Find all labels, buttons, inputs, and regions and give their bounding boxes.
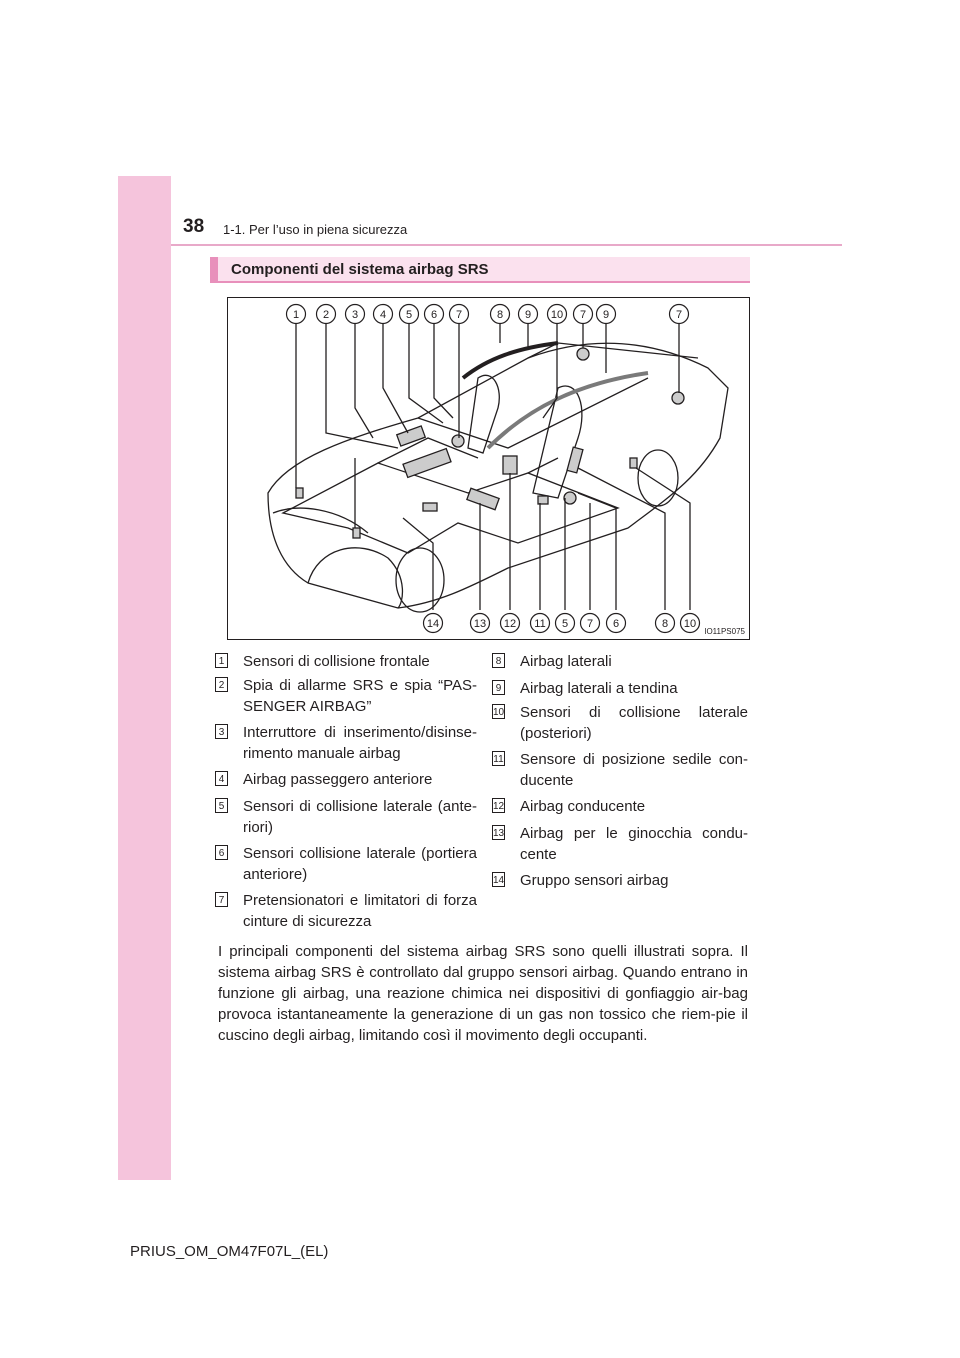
legend-description: Airbag passeggero anteriore (243, 771, 433, 788)
legend-description: Sensori di collisione laterale (ante-riori) (243, 798, 477, 836)
legend-description: Gruppo sensori airbag (520, 872, 669, 889)
legend-number-badge: 6 (215, 845, 228, 860)
car-illustration (228, 298, 749, 639)
top-callout-label-1: 1 (292, 309, 300, 321)
top-callout-label-6: 6 (430, 309, 438, 321)
chapter-title: 1-1. Per l’uso in piena sicurezza (223, 222, 408, 237)
top-callout-label-2: 2 (322, 309, 330, 321)
legend-description: Airbag conducente (520, 798, 646, 815)
body-paragraph: I principali componenti del sistema airbag SRS sono quelli illustrati sopra. Il sistema airbag SRS è controllato dal gruppo sensori airbag. Quando entrano in funzione gli airbag, una reazione chimica nei dispositivi di gonfiaggio air-bag provoca istantaneamente la generazione di un gas non tossico che riem-pie il cuscino degli airbag, limitando così il movimento degli occupanti. (218, 943, 748, 1044)
figure-code: IO11PS075 (704, 627, 745, 636)
legend-description: Sensore di posizione sedile con-ducente (520, 751, 748, 789)
page-number: 38 (183, 216, 205, 237)
legend-item-1 (215, 651, 477, 672)
bottom-callout-label-7: 7 (586, 618, 594, 630)
airbag-diagram (227, 297, 750, 640)
side-tab-band (118, 176, 171, 1180)
legend-description: Sensori collisione laterale (portiera anteriore) (243, 845, 477, 883)
legend-description: Sensori di collisione laterale (posteriori) (520, 704, 748, 742)
legend-item-7 (215, 890, 477, 932)
legend-number-badge: 12 (492, 798, 505, 813)
top-callout-label-7: 7 (579, 309, 587, 321)
legend-description: Airbag laterali a tendina (520, 680, 678, 697)
legend-item-13 (492, 823, 748, 865)
bottom-callout-label-6: 6 (612, 618, 620, 630)
legend-item-9 (492, 678, 748, 699)
legend-number-badge: 2 (215, 677, 228, 692)
bottom-callout-label-13: 13 (473, 618, 487, 630)
legend-description: Airbag per le ginocchia condu-cente (520, 825, 748, 863)
top-callout-label-8: 8 (496, 309, 504, 321)
legend-item-6 (215, 843, 477, 885)
legend-number-badge: 4 (215, 771, 228, 786)
bottom-callout-label-12: 12 (503, 618, 517, 630)
legend-description: Spia di allarme SRS e spia “PAS-SENGER AIRBAG” (243, 677, 477, 715)
legend-number-badge: 9 (492, 680, 505, 695)
top-callout-label-3: 3 (351, 309, 359, 321)
legend-description: Airbag laterali (520, 653, 612, 670)
top-callout-label-7: 7 (675, 309, 683, 321)
bottom-callout-label-5: 5 (561, 618, 569, 630)
header-divider (171, 244, 842, 246)
legend-item-12 (492, 796, 748, 817)
legend-item-11 (492, 749, 748, 791)
top-callout-label-9: 9 (524, 309, 532, 321)
bottom-callout-label-14: 14 (426, 618, 440, 630)
top-callout-label-4: 4 (379, 309, 387, 321)
legend-description: Sensori di collisione frontale (243, 653, 430, 670)
top-callout-label-9: 9 (602, 309, 610, 321)
legend-number-badge: 1 (215, 653, 228, 668)
legend-item-8 (492, 651, 748, 672)
document-footer: PRIUS_OM_OM47F07L_(EL) (130, 1243, 329, 1260)
legend-number-badge: 10 (492, 704, 505, 719)
legend-item-3 (215, 722, 477, 764)
legend-description: Interruttore di inserimento/disinse-rimento manuale airbag (243, 724, 477, 762)
legend-number-badge: 5 (215, 798, 228, 813)
top-callout-label-5: 5 (405, 309, 413, 321)
legend-number-badge: 3 (215, 724, 228, 739)
legend-item-10 (492, 702, 748, 744)
bottom-callout-label-8: 8 (661, 618, 669, 630)
legend-number-badge: 7 (215, 892, 228, 907)
section-heading (210, 257, 750, 283)
bottom-callout-label-10: 10 (683, 618, 697, 630)
legend-number-badge: 11 (492, 751, 505, 766)
legend-description: Pretensionatori e limitatori di forza cinture di sicurezza (243, 892, 477, 930)
legend-item-2 (215, 675, 477, 717)
top-callout-label-10: 10 (550, 309, 564, 321)
legend-number-badge: 14 (492, 872, 505, 887)
top-callout-label-7: 7 (455, 309, 463, 321)
legend-number-badge: 8 (492, 653, 505, 668)
legend-item-4 (215, 769, 477, 790)
legend-item-5 (215, 796, 477, 838)
bottom-callout-label-11: 11 (534, 618, 546, 630)
section-title: Componenti del sistema airbag SRS (231, 261, 489, 278)
legend-item-14 (492, 870, 748, 891)
legend-number-badge: 13 (492, 825, 505, 840)
